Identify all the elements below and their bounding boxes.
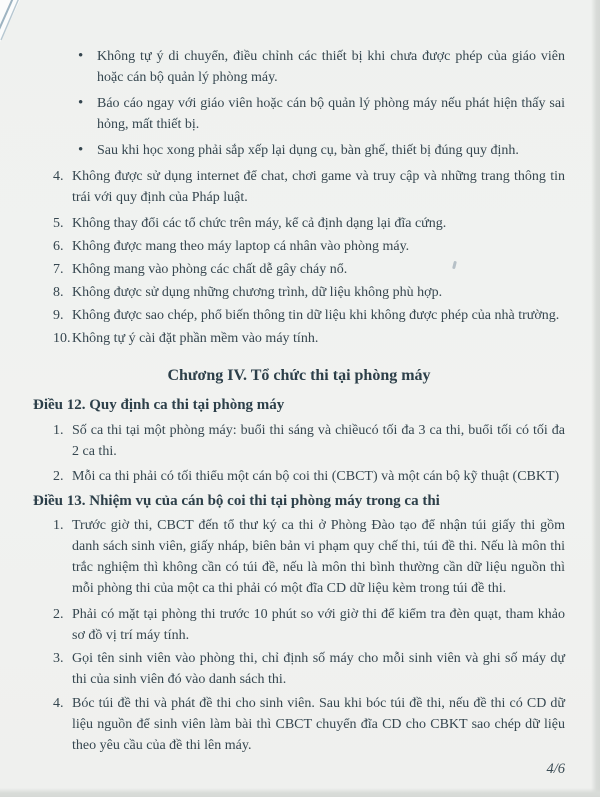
scan-edge-shadow-right: [591, 0, 600, 797]
item-text: Gọi tên sinh viên vào phòng thi, chỉ định số máy cho mỗi sinh viên và ghi số máy dự thi của sinh viên đó vào danh sách thi.: [72, 651, 565, 687]
item-text: Phải có mặt tại phòng thi trước 10 phút so với giờ thi để kiểm tra đèn quạt, tham khảo sơ đồ vị trí máy tính.: [72, 607, 565, 643]
list-item: [33, 648, 565, 690]
bullet-icon: [78, 93, 83, 114]
bullet-text: Không tự ý di chuyển, điều chỉnh các thiết bị khi chưa được phép của giáo viên hoặc cán bộ quản lý phòng máy.: [97, 49, 565, 85]
item-number: 3.: [53, 651, 64, 666]
item-text: Trước giờ thi, CBCT đến tổ thư ký ca thi ở Phòng Đào tạo để nhận túi giấy thi gồm danh sách sinh viên, giấy nháp, biên bản vi phạm quy chế thi, túi đề thi. Nếu là môn thi trắc nghiệm thì không cần có túi đề, nếu là môn thi bình thường cần dữ liệu nguồn thì mỗi phòng thi của một ca thi phải có một đĩa CD dữ liệu kèm trong túi đề thi.: [72, 518, 565, 596]
list-item: [33, 693, 565, 756]
article-heading: Điều 13. Nhiệm vụ của cán bộ coi thi tại phòng máy trong ca thi: [33, 493, 440, 509]
list-item: [33, 213, 565, 234]
item-text: Không được mang theo máy laptop cá nhân vào phòng máy.: [72, 239, 410, 254]
bullet-text: Sau khi học xong phải sắp xếp lại dụng cụ, bàn ghế, thiết bị đúng quy định.: [97, 143, 519, 158]
scan-edge-shadow-bottom: [0, 788, 600, 797]
item-text: Không mang vào phòng các chất dễ gây cháy nổ.: [72, 262, 348, 277]
item-text: Không được sử dụng những chương trình, dữ liệu không phù hợp.: [72, 285, 443, 300]
item-text: Mỗi ca thi phải có tối thiểu một cán bộ coi thi (CBCT) và một cán bộ kỹ thuật (CBKT): [72, 469, 560, 484]
item-number: 2.: [53, 469, 64, 484]
bullet-icon: [78, 140, 83, 161]
list-item: [33, 166, 565, 208]
list-item: [33, 46, 565, 88]
list-item: [33, 328, 565, 349]
list-item: [33, 305, 565, 326]
item-number: 4.: [53, 696, 64, 711]
article-heading: Điều 12. Quy định ca thi tại phòng máy: [33, 397, 285, 413]
list-item: [33, 259, 565, 280]
item-number: 7.: [53, 262, 64, 277]
list-item: [33, 236, 565, 257]
page-number: 4/6: [546, 761, 565, 777]
chapter-heading: Chương IV. Tổ chức thi tại phòng máy: [167, 367, 431, 384]
item-text: Số ca thi tại một phòng máy: buổi thi sáng và chiềucó tối đa 3 ca thi, buổi tối có tối đa 2 ca thi.: [72, 423, 565, 459]
item-text: Không tự ý cài đặt phần mềm vào máy tính.: [72, 331, 319, 346]
item-text: Không thay đổi các tổ chức trên máy, kể cả định dạng lại đĩa cứng.: [72, 216, 447, 231]
list-item: [33, 140, 565, 161]
item-text: Không được sao chép, phổ biến thông tin dữ liệu khi không được phép của nhà trường.: [72, 308, 560, 323]
bullet-text: Báo cáo ngay với giáo viên hoặc cán bộ quản lý phòng máy nếu phát hiện thấy sai hỏng, mất thiết bị.: [97, 96, 565, 132]
item-number: 9.: [53, 308, 64, 323]
item-number: 1.: [53, 423, 64, 438]
item-number: 1.: [53, 518, 64, 533]
item-number: 10.: [53, 331, 71, 346]
list-item: [33, 420, 565, 462]
document-body: [33, 46, 565, 756]
list-item: [33, 282, 565, 303]
item-number: 6.: [53, 239, 64, 254]
item-number: 2.: [53, 607, 64, 622]
item-number: 8.: [53, 285, 64, 300]
bullet-icon: [78, 46, 83, 67]
list-item: [33, 93, 565, 135]
item-number: 4.: [53, 169, 64, 184]
item-text: Bóc túi đề thi và phát đề thi cho sinh viên. Sau khi bóc túi đề thi, nếu đề thi có CD dữ liệu nguồn để sinh viên làm bài thì CBCT chuyển đĩa CD cho CBKT sao chép dữ liệu theo yêu cầu của đề thi lên máy.: [72, 696, 565, 753]
list-item: [33, 515, 565, 599]
item-text: Không được sử dụng internet để chat, chơi game và truy cập và những trang thông tin trái với quy định của Pháp luật.: [72, 169, 565, 205]
list-item: [33, 604, 565, 646]
list-item: [33, 466, 565, 487]
item-number: 5.: [53, 216, 64, 231]
